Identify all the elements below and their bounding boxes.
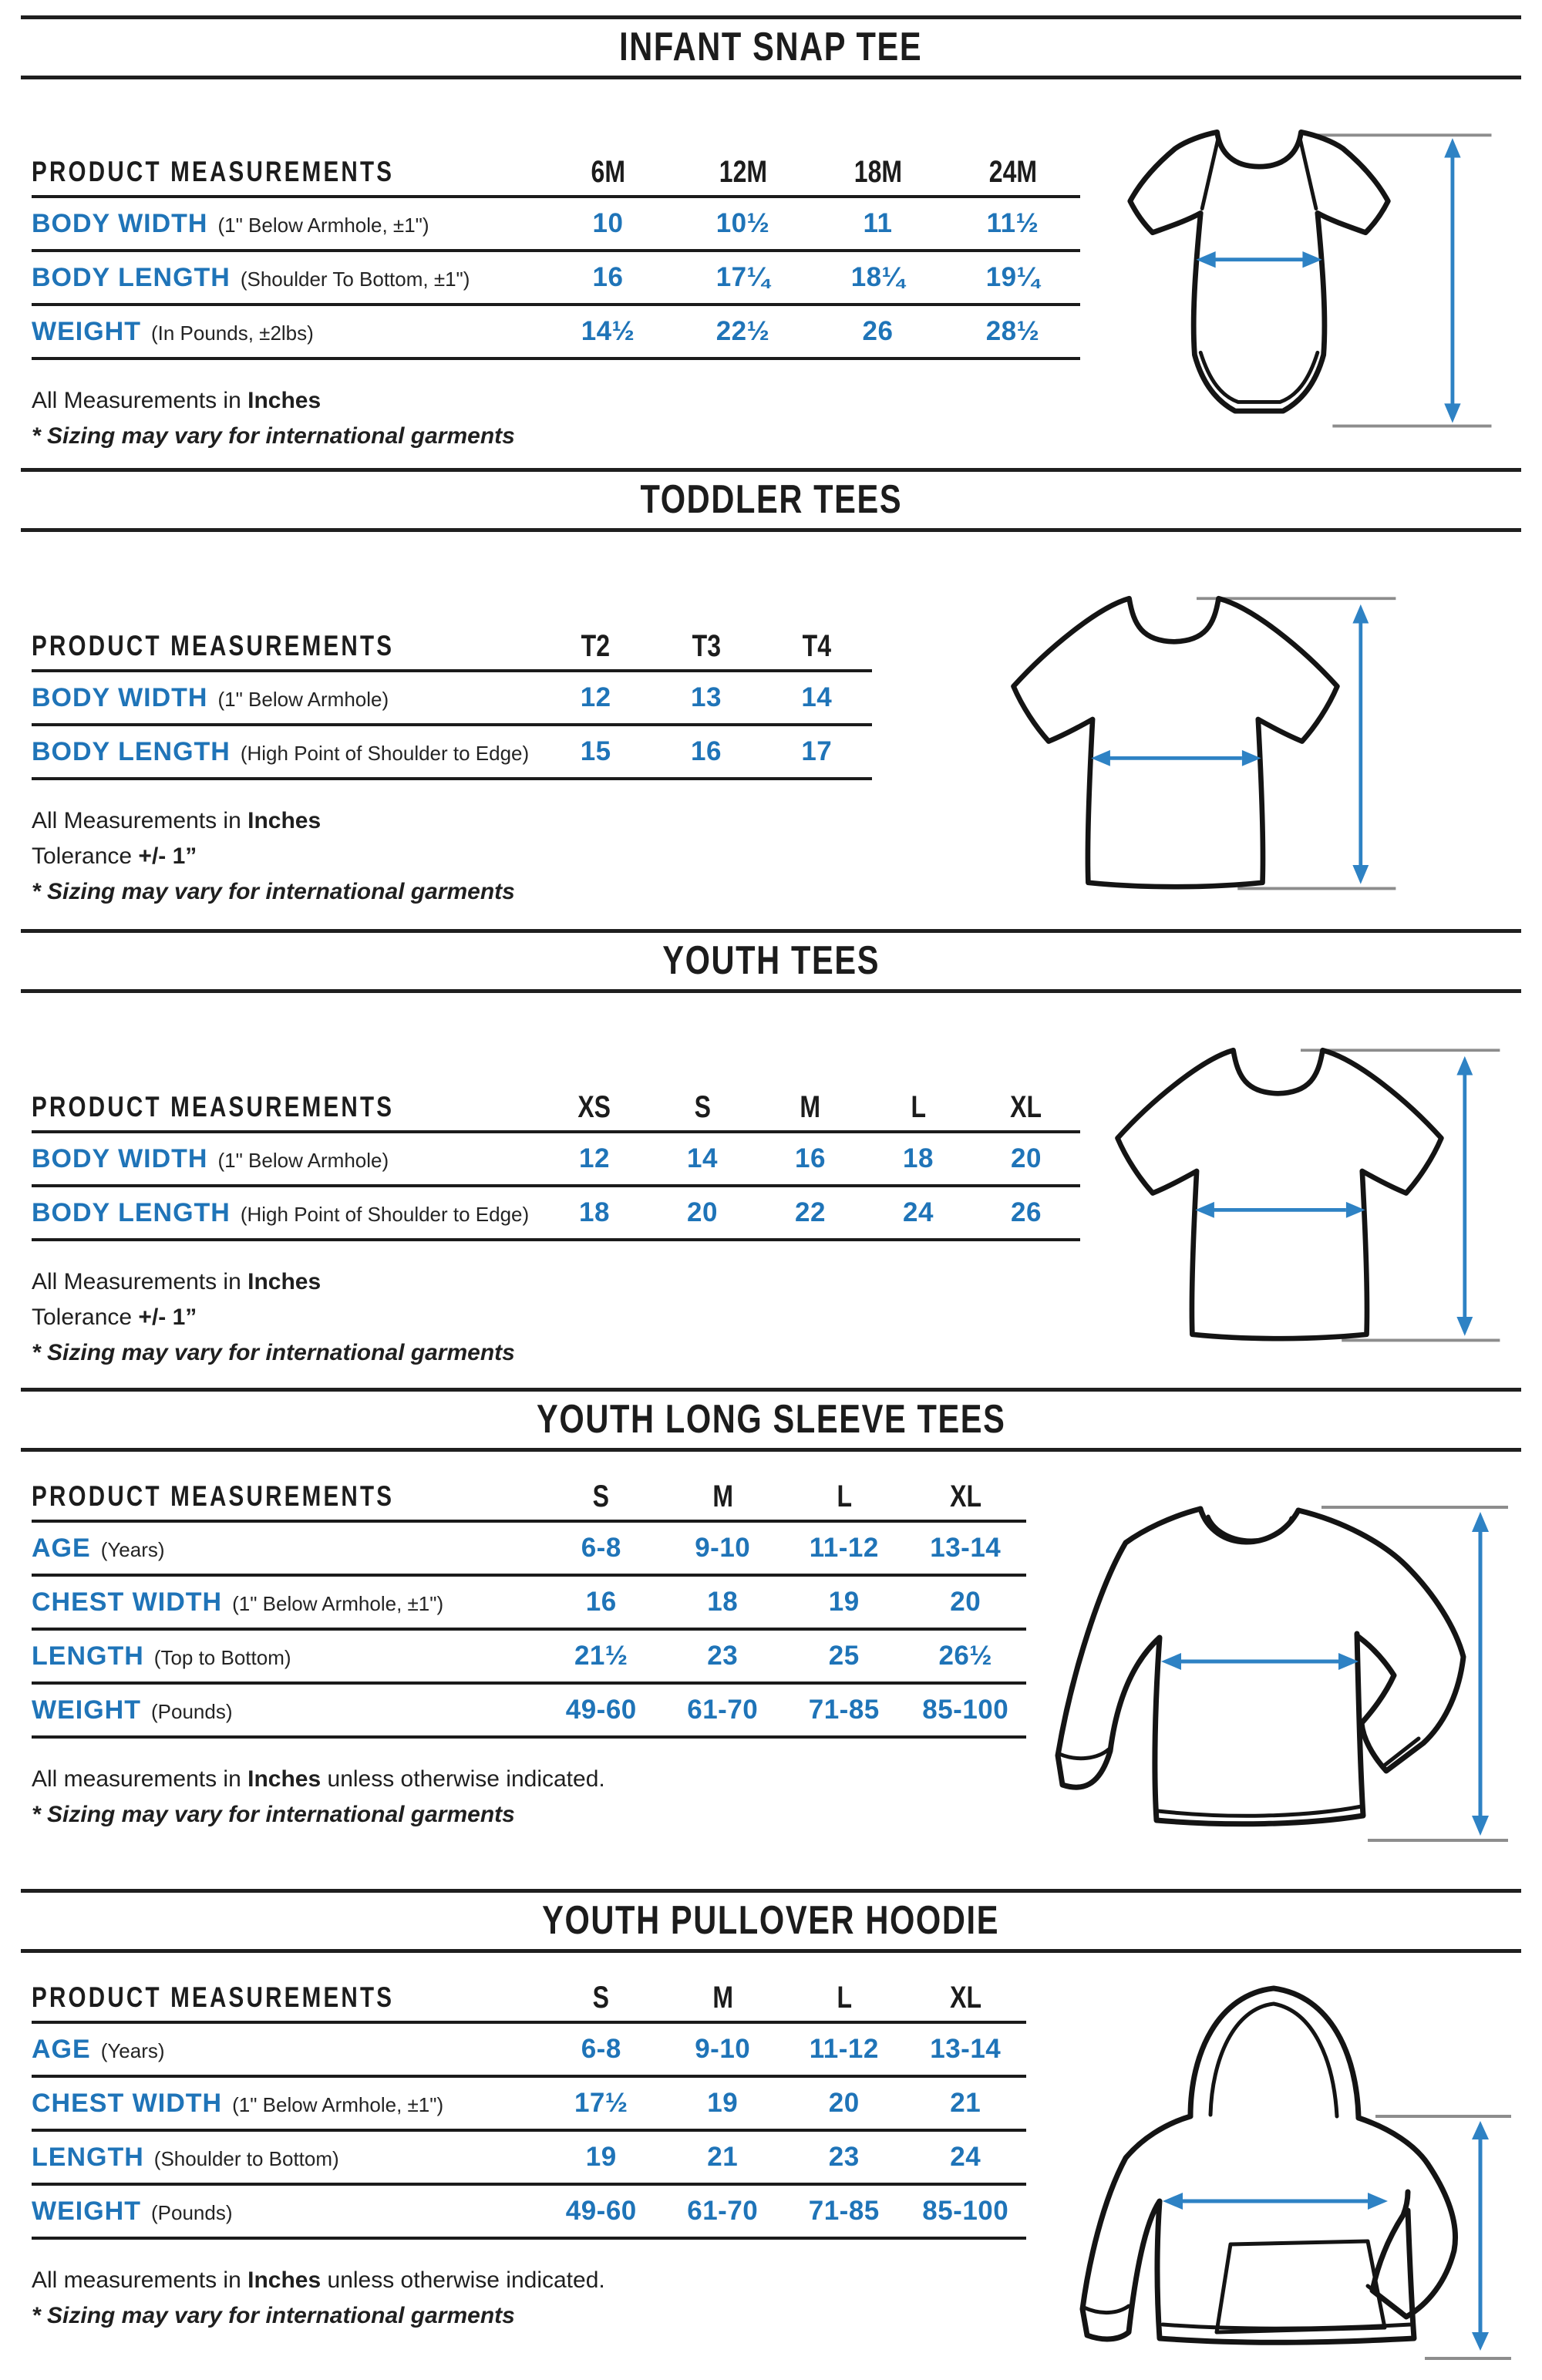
cell-value: 21 <box>707 2142 739 2172</box>
garment-outline <box>1082 1988 1456 2342</box>
table-header-row <box>32 149 1080 198</box>
row-label: BODY LENGTH <box>32 736 231 766</box>
row-label: LENGTH <box>32 2142 144 2172</box>
section-title <box>21 1893 1521 1949</box>
column-header: S <box>694 1089 711 1124</box>
row-label: AGE <box>32 2034 91 2064</box>
note-units: All measurements in Inches unless otherwise indicated. <box>32 2267 605 2293</box>
column-header: XL <box>949 1479 981 1513</box>
section-title-text: TODDLER TEES <box>640 477 902 522</box>
cell-value: 6-8 <box>581 1533 621 1563</box>
table-row <box>32 1685 1026 1739</box>
cell-value: 24 <box>903 1197 934 1227</box>
note-sizing: * Sizing may vary for international garments <box>32 423 515 449</box>
table-row <box>32 1631 1026 1685</box>
cell-value: 9-10 <box>695 2034 751 2064</box>
cell-value: 19 <box>707 2088 739 2118</box>
column-header: T4 <box>802 628 831 663</box>
cell-value: 71-85 <box>808 2196 880 2226</box>
tee-illustration <box>977 569 1416 914</box>
cell-value: 22½ <box>715 316 770 346</box>
footnotes <box>32 1762 1026 1833</box>
row-note: (Pounds) <box>150 2200 233 2224</box>
cell-value: 16 <box>592 262 624 292</box>
garment-outline <box>1130 132 1387 411</box>
column-header: S <box>593 1479 610 1513</box>
cell-value: 15 <box>580 736 611 766</box>
body-width-arrow <box>1195 1202 1365 1218</box>
cell-value: 21½ <box>574 1641 628 1671</box>
cell-value: 26 <box>862 316 894 346</box>
cell-value: 18¼ <box>850 262 905 292</box>
table-header-label: PRODUCT MEASUREMENTS <box>32 1091 395 1123</box>
cell-value: 61-70 <box>687 2196 759 2226</box>
note-tolerance: Tolerance +/- 1” <box>32 1304 197 1330</box>
row-note: (1" Below Armhole, ±1") <box>232 1591 444 1615</box>
column-header: T2 <box>581 628 611 663</box>
row-note: (Pounds) <box>150 1699 233 1723</box>
section-toddler-tees <box>0 463 1542 921</box>
column-header: 18M <box>853 154 902 189</box>
row-label: BODY LENGTH <box>32 262 231 292</box>
table-header-row <box>32 623 872 672</box>
row-note: (1" Below Armhole, ±1") <box>232 2092 444 2116</box>
row-note: (Shoulder To Bottom, ±1") <box>240 267 470 291</box>
body-length-arrow <box>1352 604 1369 884</box>
column-header: M <box>712 1479 733 1513</box>
row-label: BODY LENGTH <box>32 1197 231 1227</box>
column-header: M <box>712 1980 733 2015</box>
table-header-row <box>32 1473 1026 1523</box>
garment-outline <box>1058 1509 1463 1824</box>
measurements-table <box>32 1974 1026 2240</box>
section-title-text: YOUTH LONG SLEEVE TEES <box>536 1397 1006 1442</box>
table-row <box>32 1523 1026 1577</box>
cell-value: 11½ <box>986 208 1039 238</box>
table-header-row <box>32 1084 1080 1133</box>
garment-figure <box>1080 89 1521 441</box>
note-sizing: * Sizing may vary for international garments <box>32 1340 515 1365</box>
raglan-seam-left <box>1202 136 1218 208</box>
section-title-text: YOUTH PULLOVER HOODIE <box>542 1898 1000 1943</box>
length-arrow <box>1472 1512 1489 1836</box>
cell-value: 85-100 <box>922 2196 1009 2226</box>
table-header-label: PRODUCT MEASUREMENTS <box>32 156 395 187</box>
cell-value: 23 <box>707 1641 739 1671</box>
cell-value: 18 <box>903 1143 934 1173</box>
body-length-arrow <box>1444 138 1460 422</box>
column-header: T3 <box>692 628 721 663</box>
column-header: XL <box>949 1980 981 2015</box>
cell-value: 13-14 <box>930 2034 1002 2064</box>
table-row <box>32 306 1080 360</box>
size-table <box>32 149 1080 360</box>
garment-figure <box>1026 1472 1521 1857</box>
note-sizing: * Sizing may vary for international garments <box>32 879 515 904</box>
cell-value: 22 <box>795 1197 826 1227</box>
note-units: All Measurements in Inches <box>32 808 322 833</box>
cell-value: 11 <box>863 208 893 238</box>
cell-value: 16 <box>795 1143 826 1173</box>
table-row <box>32 672 872 726</box>
row-label: CHEST WIDTH <box>32 2088 223 2118</box>
snap-crotch-line <box>1200 352 1318 402</box>
note-sizing: * Sizing may vary for international garments <box>32 1802 515 1827</box>
table-header-label: PRODUCT MEASUREMENTS <box>32 1480 395 1512</box>
row-label: WEIGHT <box>32 2196 141 2226</box>
row-note: (Shoulder to Bottom) <box>153 2146 339 2170</box>
row-label: CHEST WIDTH <box>32 1587 223 1617</box>
note-tolerance: Tolerance +/- 1” <box>32 843 197 869</box>
section-infant-snap-tee <box>0 0 1542 463</box>
cell-value: 19¼ <box>985 262 1040 292</box>
table-header-label: PRODUCT MEASUREMENTS <box>32 1981 395 2013</box>
cell-value: 25 <box>828 1641 860 1671</box>
cell-value: 11-12 <box>809 1533 879 1563</box>
footnotes <box>32 383 1080 454</box>
chest-width-arrow <box>1163 2193 1388 2210</box>
note-units: All measurements in Inches unless otherwise indicated. <box>32 1766 605 1792</box>
cell-value: 26½ <box>938 1641 993 1671</box>
raglan-seam-right <box>1299 136 1315 208</box>
column-header: XL <box>1010 1089 1042 1124</box>
cell-value: 10 <box>592 208 624 238</box>
cell-value: 10½ <box>715 208 770 238</box>
measurements-table <box>32 1084 1080 1241</box>
cell-value: 24 <box>950 2142 981 2172</box>
length-arrow <box>1472 2121 1489 2351</box>
cell-value: 13-14 <box>930 1533 1002 1563</box>
column-header: 6M <box>591 154 625 189</box>
cell-value: 18 <box>579 1197 610 1227</box>
cell-value: 20 <box>950 1587 981 1617</box>
tee-illustration <box>1081 1021 1520 1365</box>
table-row <box>32 1577 1026 1631</box>
section-title <box>21 1392 1521 1448</box>
garment-figure <box>1080 1021 1521 1365</box>
cell-value: 16 <box>585 1587 617 1617</box>
column-header: XS <box>577 1089 611 1124</box>
cell-value: 20 <box>828 2088 860 2118</box>
cell-value: 85-100 <box>922 1695 1009 1725</box>
body-length-arrow <box>1456 1056 1473 1336</box>
table-row <box>32 1187 1080 1241</box>
size-table <box>32 1084 1080 1241</box>
cell-value: 26 <box>1011 1197 1042 1227</box>
row-note: (Years) <box>100 2038 165 2062</box>
cell-value: 71-85 <box>808 1695 880 1725</box>
column-header: M <box>800 1089 821 1124</box>
size-table <box>32 1473 1026 1739</box>
long-sleeve-tee-illustration <box>1027 1472 1520 1857</box>
note-sizing: * Sizing may vary for international garments <box>32 2303 515 2328</box>
garment-outline <box>1118 1050 1442 1338</box>
cell-value: 21 <box>950 2088 981 2118</box>
table-row <box>32 252 1080 306</box>
cell-value: 17½ <box>574 2088 628 2118</box>
row-note: (1" Below Armhole) <box>217 1148 389 1172</box>
cell-value: 14½ <box>581 316 635 346</box>
garment-figure <box>872 569 1521 914</box>
footnotes <box>32 803 872 910</box>
row-label: WEIGHT <box>32 1695 141 1725</box>
row-note: (High Point of Shoulder to Edge) <box>240 1202 530 1226</box>
table-row <box>32 2024 1026 2078</box>
row-label: AGE <box>32 1533 91 1563</box>
table-row <box>32 1133 1080 1187</box>
body-width-arrow <box>1196 251 1321 268</box>
section-youth-tees <box>0 921 1542 1384</box>
section-title-text: YOUTH TEES <box>662 938 880 983</box>
row-note: (1" Below Armhole) <box>217 687 389 711</box>
row-note: (Top to Bottom) <box>153 1645 291 1669</box>
row-label: LENGTH <box>32 1641 144 1671</box>
table-row <box>32 2186 1026 2240</box>
column-header: 24M <box>988 154 1037 189</box>
cell-value: 16 <box>691 736 722 766</box>
row-note: (Years) <box>100 1537 165 1561</box>
cell-value: 6-8 <box>581 2034 621 2064</box>
cell-value: 12 <box>580 682 611 712</box>
row-label: WEIGHT <box>32 316 141 346</box>
column-header: L <box>836 1479 852 1513</box>
footnotes <box>32 2263 1026 2334</box>
cell-value: 12 <box>579 1143 610 1173</box>
onesie-illustration <box>1091 89 1511 441</box>
cell-value: 23 <box>828 2142 860 2172</box>
cell-value: 14 <box>801 682 833 712</box>
table-header-row <box>32 1974 1026 2024</box>
measurements-table <box>32 623 872 780</box>
cell-value: 18 <box>707 1587 739 1617</box>
garment-figure <box>1026 1968 1521 2369</box>
measurements-table <box>32 1473 1026 1739</box>
footnotes <box>32 1264 1080 1371</box>
note-units: All Measurements in Inches <box>32 1269 322 1294</box>
table-header-label: PRODUCT MEASUREMENTS <box>32 630 395 661</box>
column-header: L <box>911 1089 926 1124</box>
section-title <box>21 19 1521 76</box>
row-note: (In Pounds, ±2lbs) <box>150 321 314 345</box>
cell-value: 17 <box>801 736 833 766</box>
table-row <box>32 198 1080 252</box>
column-header: L <box>836 1980 852 2015</box>
cell-value: 61-70 <box>687 1695 759 1725</box>
section-title <box>21 472 1521 528</box>
cell-value: 9-10 <box>695 1533 751 1563</box>
column-header: 12M <box>719 154 767 189</box>
cell-value: 19 <box>585 2142 617 2172</box>
cell-value: 13 <box>691 682 722 712</box>
row-label: BODY WIDTH <box>32 682 208 712</box>
cell-value: 17¼ <box>715 262 770 292</box>
cell-value: 28½ <box>985 316 1040 346</box>
measurements-table <box>32 149 1080 360</box>
cell-value: 49-60 <box>565 1695 637 1725</box>
section-title-text: INFANT SNAP TEE <box>619 25 923 69</box>
cell-value: 49-60 <box>565 2196 637 2226</box>
body-width-arrow <box>1091 750 1261 766</box>
size-table <box>32 1974 1026 2240</box>
table-row <box>32 2132 1026 2186</box>
note-units: All Measurements in Inches <box>32 388 322 413</box>
row-note: (High Point of Shoulder to Edge) <box>240 741 530 765</box>
table-row <box>32 2078 1026 2132</box>
row-label: BODY WIDTH <box>32 1143 208 1173</box>
cell-value: 19 <box>828 1587 860 1617</box>
chest-width-arrow <box>1161 1653 1359 1670</box>
row-note: (1" Below Armhole, ±1") <box>217 213 429 237</box>
section-title <box>21 933 1521 989</box>
section-youth-long-sleeve-tees <box>0 1384 1542 1885</box>
cell-value: 20 <box>687 1197 718 1227</box>
garment-outline <box>1014 598 1338 887</box>
size-table <box>32 623 872 780</box>
table-row <box>32 726 872 780</box>
row-label: BODY WIDTH <box>32 208 208 238</box>
cell-value: 20 <box>1011 1143 1042 1173</box>
column-header: S <box>593 1980 610 2015</box>
section-youth-pullover-hoodie <box>0 1885 1542 2380</box>
cell-value: 14 <box>687 1143 718 1173</box>
cell-value: 11-12 <box>809 2034 879 2064</box>
hoodie-illustration <box>1027 1968 1520 2369</box>
